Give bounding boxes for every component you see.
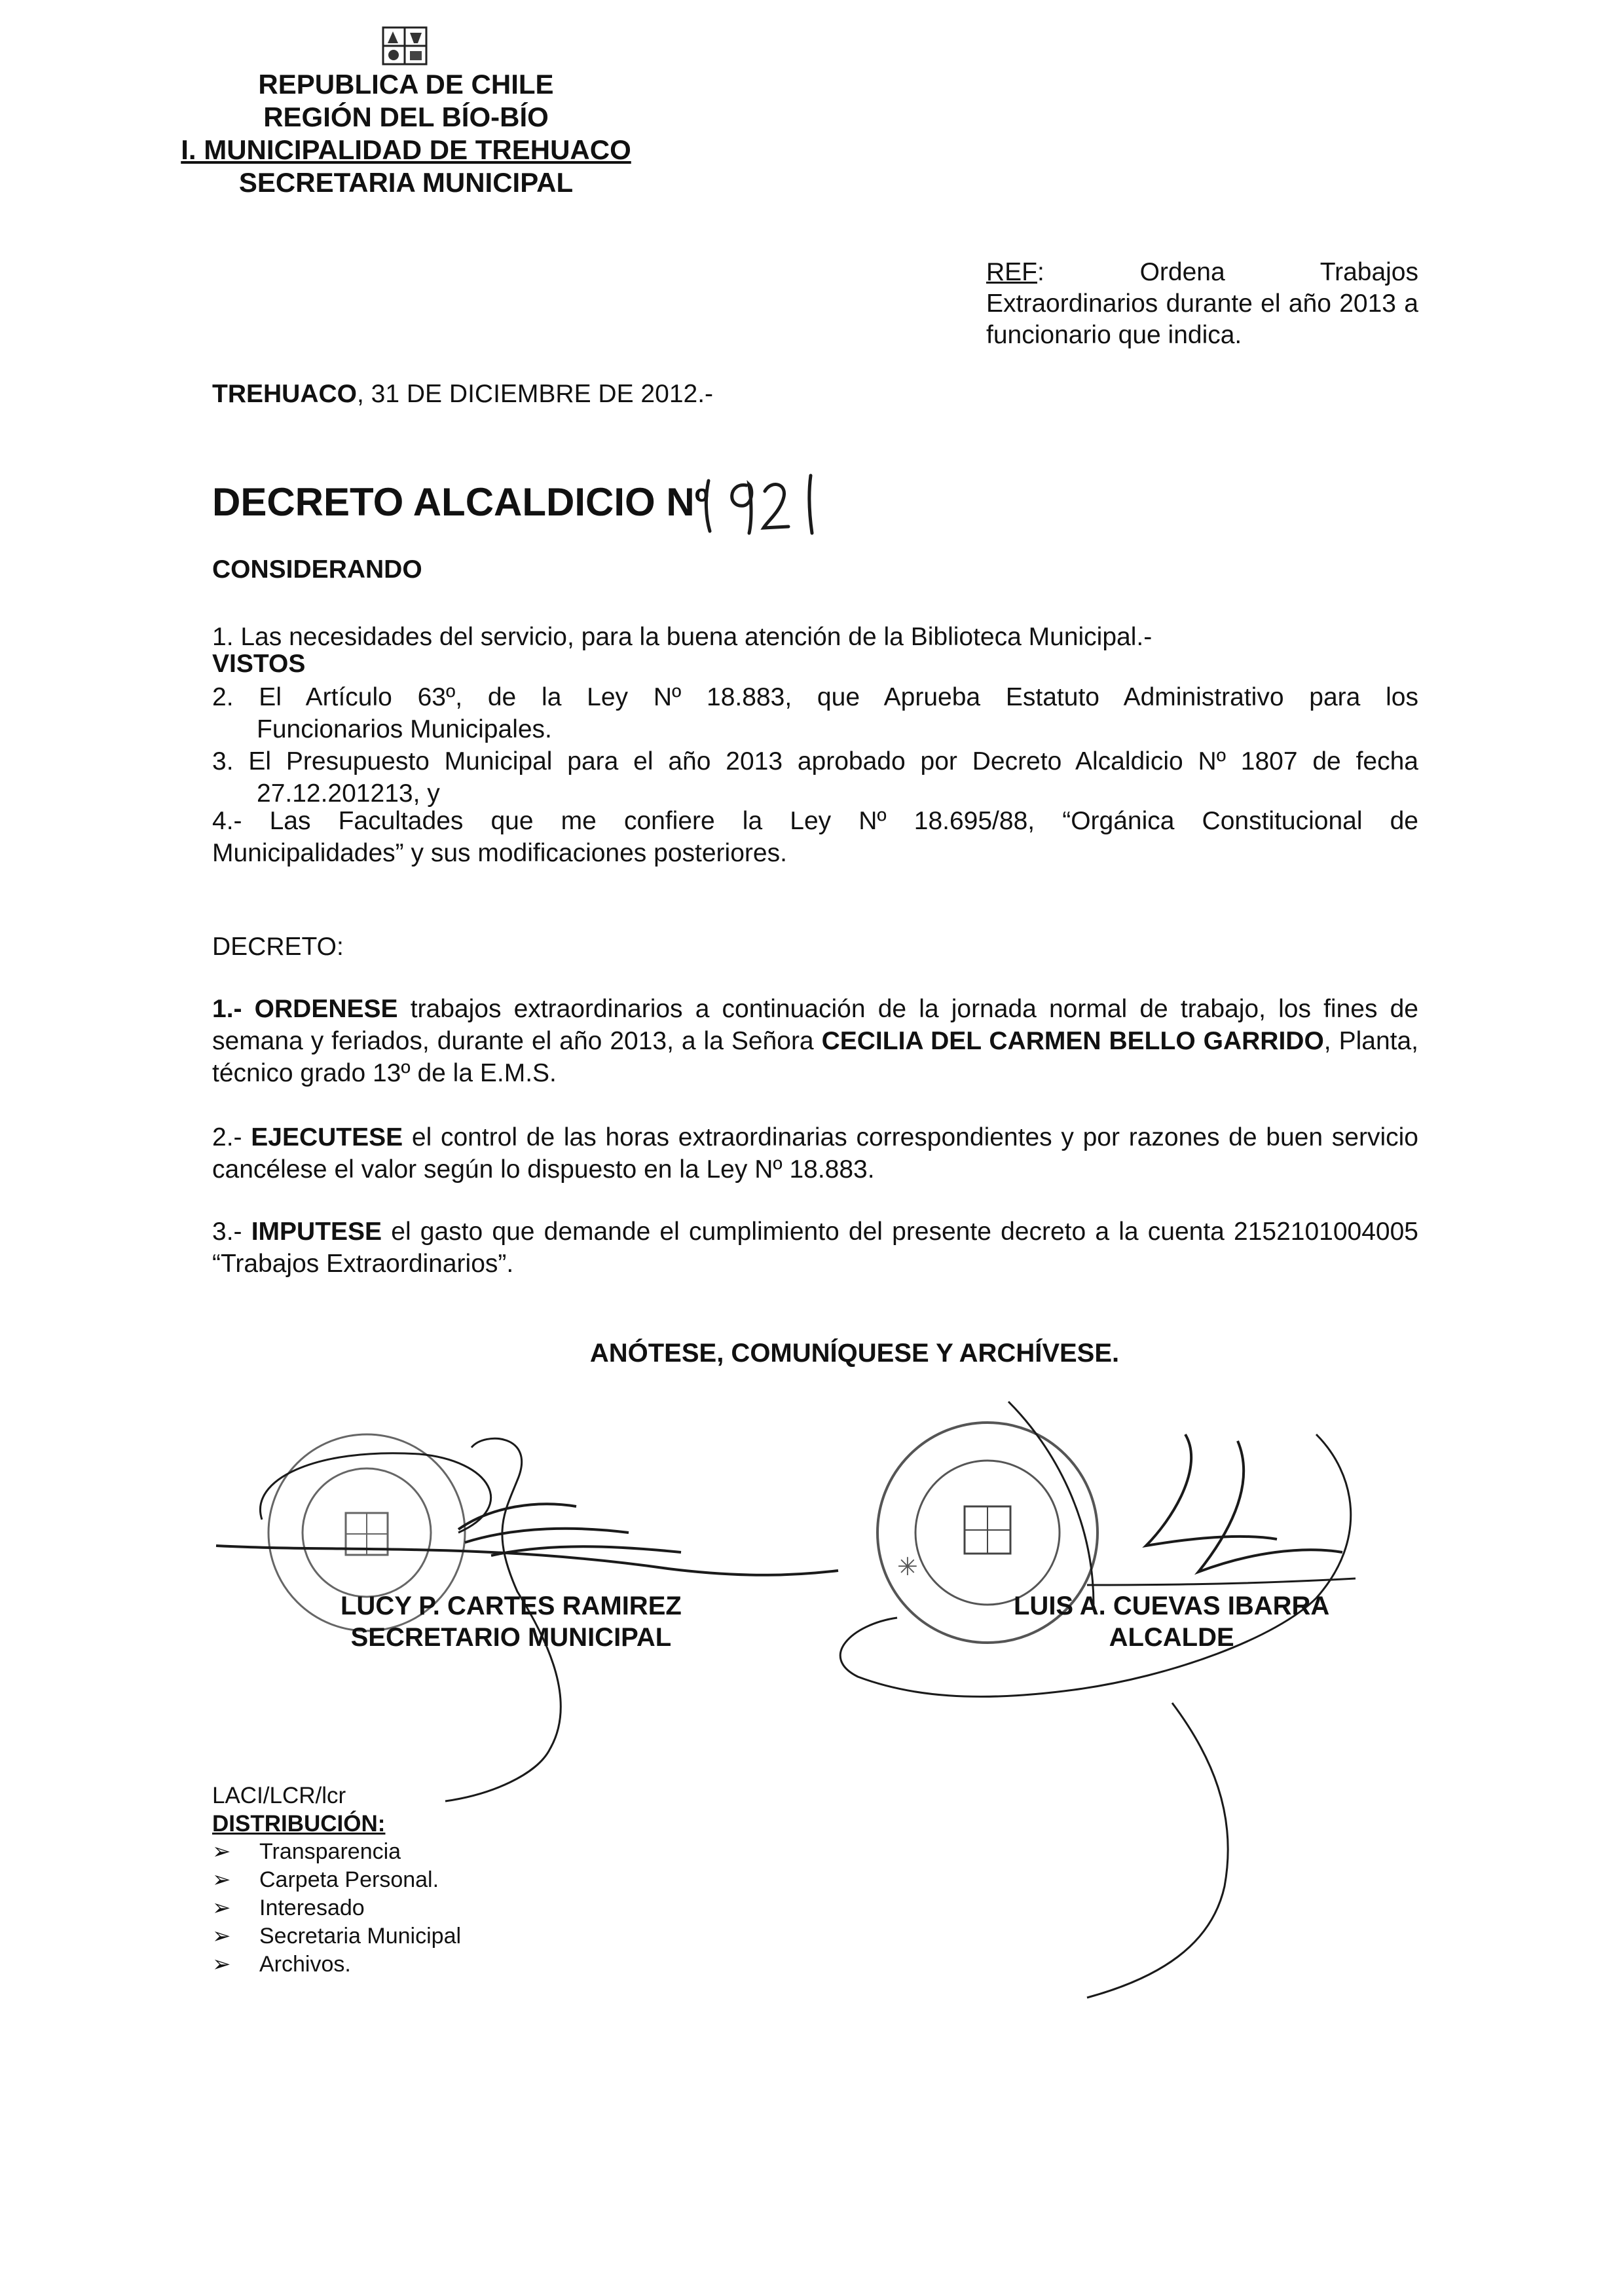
coat-of-arms-icon — [381, 25, 428, 67]
right-signature-block — [1014, 1590, 1329, 1653]
mayor-name: LUIS A. CUEVAS IBARRA — [1014, 1592, 1330, 1620]
considerando-heading: CONSIDERANDO — [212, 555, 422, 584]
decreto-heading: DECRETO: — [212, 933, 344, 961]
secretary-name: LUCY P. CARTES RAMIREZ — [341, 1592, 682, 1620]
place: TREHUACO — [212, 380, 357, 408]
mayor-signature-icon — [779, 1389, 1369, 2030]
handwritten-decree-number — [701, 462, 851, 541]
header-municipality — [164, 134, 648, 166]
header-region: REGIÓN DEL BÍO-BÍO — [263, 102, 549, 132]
p2-number: 2.- — [212, 1123, 242, 1151]
svg-text:✳: ✳ — [897, 1552, 918, 1581]
p1-text: trabajos extraordinarios a continuación de la jornada normal de trabajo, los fines de semana y feriados, durante el año 2013, a la Señora — [212, 995, 1418, 1055]
p2-text: el control de las horas extraordinarias correspondientes y por razones de buen servicio cancélese el valor según lo dispuesto en la Ley Nº 18.883. — [212, 1123, 1418, 1184]
closing-formula: ANÓTESE, COMUNÍQUESE Y ARCHÍVESE. — [589, 1339, 1120, 1368]
vistos-item-3-line2: 27.12.201213, y — [257, 779, 440, 808]
footer-initials: LACI/LCR/lcr — [212, 1783, 346, 1808]
decreto-paragraph-3 — [212, 1216, 1418, 1280]
svg-text:1921: 1921 — [707, 539, 710, 540]
p2-keyword: EJECUTESE — [251, 1123, 403, 1151]
arrow-bullet-icon: ➢ — [212, 1839, 231, 1864]
vistos-item-4-line1: 4.- Las Facultades que me confiere la Ley Nº 18.695/88, “Orgánica Constitucional de — [212, 807, 1418, 835]
vistos-heading: VISTOS — [212, 650, 306, 678]
decreto-paragraph-1 — [212, 993, 1418, 1089]
reference-label: REF — [986, 258, 1037, 286]
p3-number: 3.- — [212, 1218, 242, 1246]
p1-employee-name: CECILIA DEL CARMEN BELLO GARRIDO — [821, 1027, 1324, 1055]
distribution-item: ➢ Transparencia — [212, 1838, 461, 1866]
vistos-item-3-line1: 3. El Presupuesto Municipal para el año 2013 aprobado por Decreto Alcaldicio Nº 1807 de fecha — [212, 747, 1418, 775]
reference-block — [986, 257, 1418, 351]
distribution-item: ➢ Interesado — [212, 1894, 461, 1922]
p3-text: el gasto que demande el cumplimiento del presente decreto a la cuenta 2152101004005 “Trabajos Extraordinarios”. — [212, 1218, 1418, 1278]
distribution-item: ➢ Secretaria Municipal — [212, 1922, 461, 1950]
date: , 31 DE DICIEMBRE DE 2012.- — [357, 380, 714, 408]
considerando-item-1: 1. Las necesidades del servicio, para la buena atención de la Biblioteca Municipal.- — [212, 623, 1153, 651]
place-date — [212, 380, 713, 409]
header-block — [164, 68, 648, 199]
p1-number: 1.- — [212, 995, 242, 1023]
vistos-item-2-line2: Funcionarios Municipales. — [257, 715, 552, 743]
vistos-item-2-line1: 2. El Artículo 63º, de la Ley Nº 18.883, que Aprueba Estatuto Administrativo para los — [212, 683, 1418, 711]
decree-title: DECRETO ALCALDICIO Nº — [212, 480, 709, 524]
distribution-item: ➢ Archivos. — [212, 1950, 461, 1979]
arrow-bullet-icon: ➢ — [212, 1952, 231, 1977]
p1-tail: , Planta, técnico grado 13º de la E.M.S. — [212, 1027, 1419, 1087]
header-department: SECRETARIA MUNICIPAL — [238, 167, 574, 198]
decreto-paragraph-2 — [212, 1121, 1418, 1185]
mayor-title: ALCALDE — [1109, 1623, 1234, 1652]
distribution-item: ➢ Carpeta Personal. — [212, 1866, 461, 1894]
arrow-bullet-icon: ➢ — [212, 1867, 231, 1892]
reference-text: : Ordena Trabajos Extraordinarios durante el año 2013 a funcionario que indica. — [986, 258, 1418, 349]
arrow-bullet-icon: ➢ — [212, 1924, 231, 1949]
p1-keyword: ORDENESE — [254, 995, 398, 1023]
footer-block — [212, 1782, 461, 1979]
arrow-bullet-icon: ➢ — [212, 1895, 231, 1920]
p3-keyword: IMPUTESE — [251, 1218, 382, 1246]
vistos-item-4-line2: Municipalidades” y sus modificaciones posteriores. — [212, 839, 787, 867]
secretary-title: SECRETARIO MUNICIPAL — [350, 1623, 672, 1652]
distribution-heading: DISTRIBUCIÓN: — [212, 1811, 386, 1837]
header-country: REPUBLICA DE CHILE — [258, 69, 554, 100]
left-signature-block — [341, 1590, 682, 1653]
header-municipality-text: I. MUNICIPALIDAD DE TREHUACO — [181, 134, 631, 165]
